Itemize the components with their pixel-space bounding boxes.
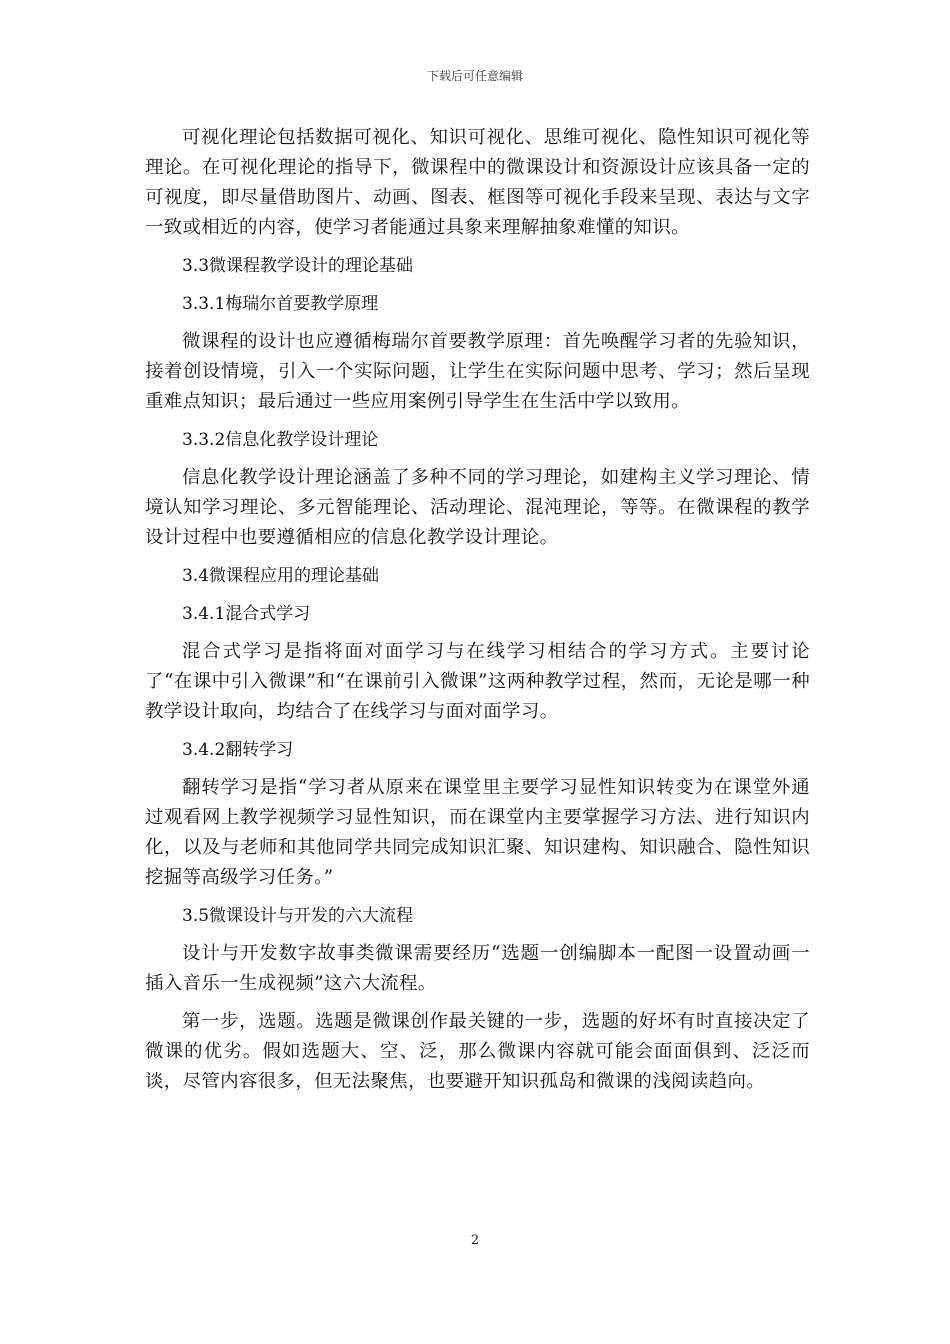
page-header: 下载后可任意编辑	[426, 69, 523, 83]
subsection-heading: 3.3.1梅瑞尔首要教学原理	[182, 294, 379, 314]
paragraph: 设计与开发数字故事类微课需要经历“选题一创编脚本一配图一设置动画一插入音乐一生成视频”这六大流程。	[145, 943, 810, 994]
section-heading: 3.4微课程应用的理论基础	[182, 566, 380, 586]
section-heading: 3.3微课程教学设计的理论基础	[182, 256, 414, 276]
subsection-heading: 3.3.2信息化教学设计理论	[182, 430, 379, 450]
section-heading: 3.5微课设计与开发的六大流程	[182, 906, 414, 926]
subsection-heading: 3.4.1混合式学习	[182, 604, 311, 624]
paragraph: 信息化教学设计理论涵盖了多种不同的学习理论，如建构主义学习理论、情境认知学习理论、多元智能理论、活动理论、混沌理论，等等。在微课程的教学设计过程中也要遵循相应的信息化教学设计理论。	[145, 467, 810, 548]
paragraph: 混合式学习是指将面对面学习与在线学习相结合的学习方式。主要讨论了“在课中引入微课”和“在课前引入微课”这两种教学过程，然而，无论是哪一种教学设计取向，均结合了在线学习与面对面学习。	[145, 641, 810, 722]
paragraph: 微课程的设计也应遵循梅瑞尔首要教学原理：首先唤醒学习者的先验知识，接着创设情境，引入一个实际问题，让学生在实际问题中思考、学习；然后呈现重难点知识；最后通过一些应用案例引导学生在生活中学以致用。	[145, 331, 810, 412]
body-text	[145, 123, 810, 1105]
subsection-heading: 3.4.2翻转学习	[182, 740, 294, 760]
page-number: 2	[470, 1233, 480, 1248]
paragraph: 翻转学习是指“学习者从原来在课堂里主要学习显性知识转变为在课堂外通过观看网上教学视频学习显性知识，而在课堂内主要掌握学习方法、进行知识内化，以及与老师和其他同学共同完成知识汇聚、知识建构、知识融合、隐性知识挖掘等高级学习任务。”	[145, 777, 810, 888]
paragraph: 可视化理论包括数据可视化、知识可视化、思维可视化、隐性知识可视化等理论。在可视化理论的指导下，微课程中的微课设计和资源设计应该具备一定的可视度，即尽量借助图片、动画、图表、框图等可视化手段来呈现、表达与文字一致或相近的内容，使学习者能通过具象来理解抽象难懂的知识。	[145, 127, 810, 238]
paragraph: 第一步，选题。选题是微课创作最关键的一步，选题的好坏有时直接决定了微课的优劣。假如选题大、空、泛，那么微课内容就可能会面面俱到、泛泛而谈，尽管内容很多，但无法聚焦，也要避开知识孤岛和微课的浅阅读趋向。	[145, 1011, 810, 1092]
